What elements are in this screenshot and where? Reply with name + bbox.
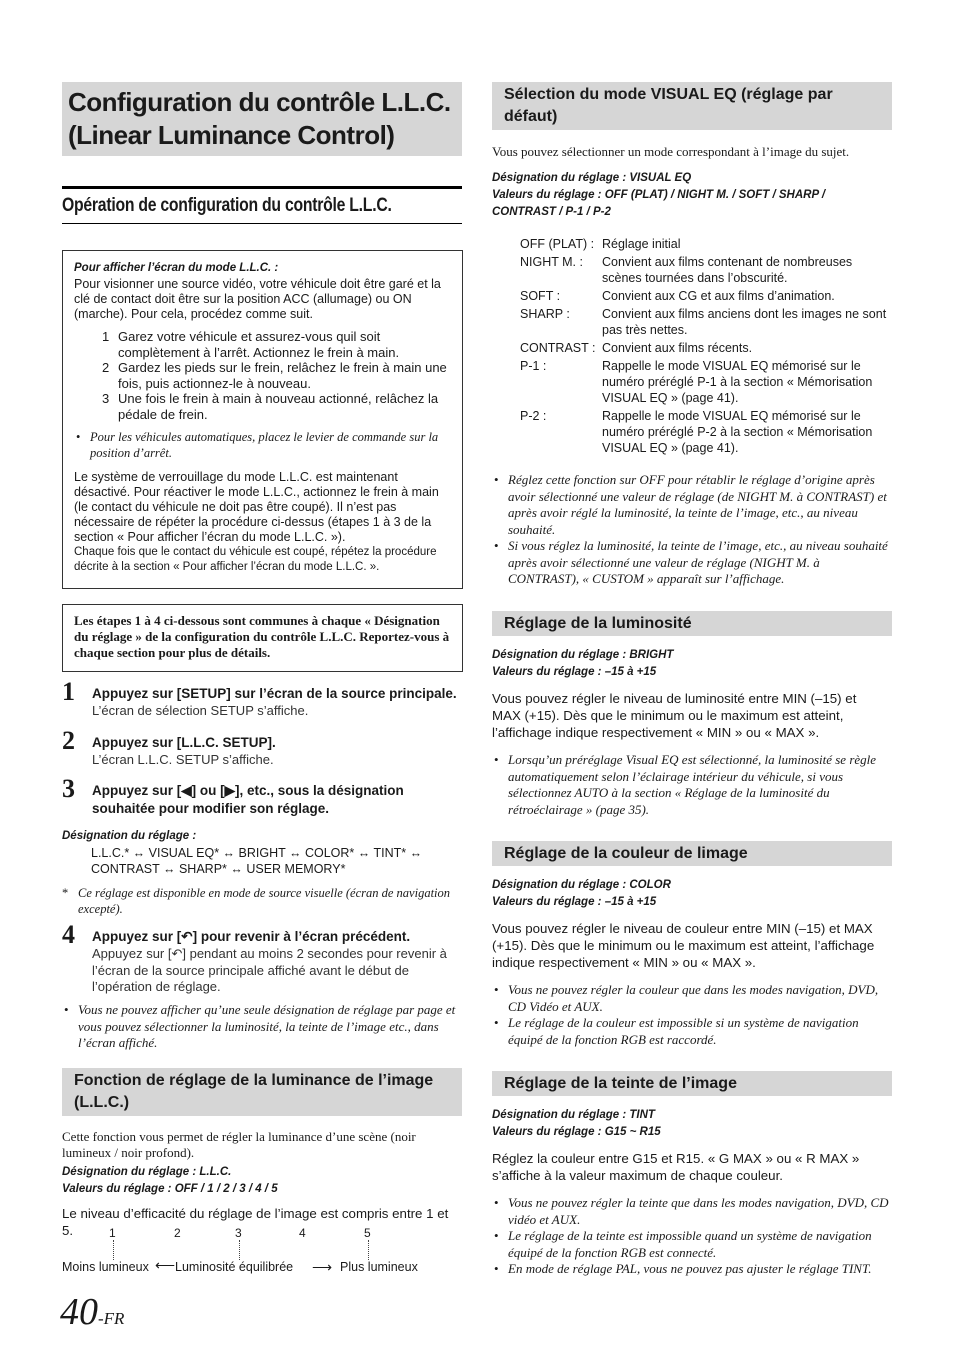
box-para-small: Chaque fois que le contact du véhicule est coupé, répétez la procédure décrite à la section « Pour afficher l’écran du mode L.L.C. ». — [74, 546, 437, 573]
list-item: • Vous ne pouvez régler la teinte que dans les modes navigation, DVD, CD vidéo et AUX. — [492, 1195, 890, 1228]
list-item: • Réglez cette fonction sur OFF pour rétablir le réglage d’origine après avoir sélectionné une valeur de réglage (de NIGHT M. à CONTRAST) et après avoir réglé la luminosité, la teinte de l’image, etc., au niveau souhaité. — [492, 472, 890, 538]
scale-label: 5 — [364, 1226, 371, 1240]
footnote: * Ce réglage est disponible en mode de source visuelle (écran de navigation excepté). — [62, 886, 451, 916]
notes — [492, 1195, 890, 1278]
section-body: Le niveau d’efficacité du réglage de l’image est compris entre 1 et 5. — [62, 1206, 449, 1238]
table-row: P-1 : Rappelle le mode VISUAL EQ mémorisé sur le numéro préréglé P-1 à la section « Mémorisation VISUAL EQ » (page 41). — [520, 359, 873, 405]
scale-left-label: Moins lumineux — [62, 1260, 149, 1274]
scale-label: 1 — [109, 1226, 116, 1240]
step-4: Appuyez sur [↶] pour revenir à l’écran précédent. Appuyez sur [↶] pendant au moins 2 secondes pour revenir à l’écran de la source principale affiché avant le début de l’opération de réglage. — [92, 929, 447, 994]
scale-label: 2 — [174, 1226, 181, 1240]
table-row: SOFT : Convient aux CG et aux films d’animation. — [520, 289, 835, 303]
section-body: Réglez la couleur entre G15 et R15. « G MAX » ou « R MAX » s’affiche à la valeur maximum de chaque couleur. — [492, 1151, 860, 1183]
procedure-list — [74, 329, 451, 422]
notes — [492, 472, 890, 588]
note: • Vous ne pouvez afficher qu’une seule désignation de réglage par page et vous pouvez sélectionner la luminosité, la teinte de l’image etc., dans l’écran affiché. — [62, 1002, 462, 1052]
scale-tick — [239, 1240, 240, 1260]
list-item: 1 Garez votre véhicule et assurez-vous quil soit complètement à l’arrêt. Actionnez le frein à main. — [102, 329, 400, 360]
section-body: Vous pouvez régler le niveau de luminosité entre MIN (–15) et MAX (+15). Dès que le minimum ou le maximum est atteint, l’affichage indique respectivement « MIN » ou « MAX ». — [492, 691, 857, 740]
table-row: CONTRAST : Convient aux films récents. — [520, 341, 753, 355]
step-number: 2 — [62, 726, 75, 755]
list-item: • Si vous réglez la luminosité, la teinte de l’image, etc., au niveau souhaité après avoir sélectionné une valeur de réglage (NIGHT M. à CONTRAST), « CUSTOM » apparaît sur l’affichage. — [492, 538, 890, 588]
setting-designation: Désignation du réglage : L.L.C. Valeurs du réglage : OFF / 1 / 2 / 3 / 4 / 5 — [62, 1166, 278, 1195]
section-heading: Fonction de réglage de la luminance de l’image (L.L.C.) — [62, 1068, 462, 1116]
common-steps-box: Les étapes 1 à 4 ci-dessous sont communes à chaque « Désignation du réglage » de la configuration du contrôle L.L.C. Reportez-vous à chaque section pour plus de détails. — [62, 604, 463, 672]
step-number: 1 — [62, 677, 75, 706]
scale-mid-label: Luminosité équilibrée — [175, 1260, 294, 1274]
section-title: Opération de configuration du contrôle L.L.C. — [62, 186, 462, 224]
table-row: SHARP : Convient aux films anciens dont les images ne sont pas très nettes. — [520, 307, 887, 337]
list-item: • Le réglage de la couleur est impossible si un système de navigation équipé de la fonction RGB est raccordé. — [492, 1015, 888, 1048]
table-row: OFF (PLAT) : Réglage initial — [520, 237, 681, 251]
step-number: 3 — [62, 774, 75, 803]
setting-designation: Désignation du réglage : COLOR Valeurs du réglage : –15 à +15 — [492, 879, 671, 908]
section-heading: Réglage de la couleur de limage — [492, 841, 892, 866]
scale-label: 3 — [235, 1226, 242, 1240]
llc-mode-info-box — [62, 250, 463, 589]
box-para: Le système de verrouillage du mode L.L.C. est maintenant désactivé. Pour réactiver le mode L.L.C., actionnez le frein à main (le contact du véhicule ne doit pas être coupé). Il n’est pas nécessaire de répéter la procédure ci-dessus (étapes 1 à 3 de la section « Pour afficher l’écran du mode L.L.C. »). — [74, 470, 439, 544]
list-item: 2 Gardez les pieds sur le frein, relâchez le frein à main une fois, puis actionnez-le à nouveau. — [102, 360, 447, 391]
table-row: P-2 : Rappelle le mode VISUAL EQ mémorisé sur le numéro préréglé P-2 à la section « Mémorisation VISUAL EQ » (page 41). — [520, 409, 873, 455]
list-item: • Lorsqu’un préréglage Visual EQ est sélectionné, la luminosité se règle automatiquement selon l’éclairage intérieur du véhicule, si vous sélectionnez AUTO à la section « Réglage de la luminosité du rétroéclairage » (page 35). — [492, 752, 888, 818]
scale-tick — [368, 1240, 369, 1260]
list-item: • Vous ne pouvez régler la couleur que dans les modes navigation, DVD, CD Vidéo et AUX. — [492, 982, 888, 1015]
page-title: Configuration du contrôle L.L.C. (Linear Luminance Control) — [62, 82, 462, 156]
section-intro: Vous pouvez sélectionner un mode correspondant à l’image du sujet. — [492, 144, 850, 159]
section-heading: Sélection du mode VISUAL EQ (réglage par défaut) — [492, 82, 892, 130]
setting-designation: Désignation du réglage : BRIGHT Valeurs du réglage : –15 à +15 — [492, 649, 674, 678]
list-item: • Le réglage de la teinte est impossible quand un système de navigation équipé de la fonction RGB est connecté. — [492, 1228, 890, 1261]
values-table — [520, 236, 892, 456]
setting-designation: Désignation du réglage : TINT Valeurs du réglage : G15 ~ R15 — [492, 1109, 661, 1138]
step-number: 4 — [62, 920, 75, 949]
list-item: • En mode de réglage PAL, vous ne pouvez pas ajuster le réglage TINT. — [492, 1261, 890, 1278]
list-item: 3 Une fois le frein à main à nouveau actionné, relâchez la pédale de frein. — [102, 391, 439, 422]
notes — [492, 982, 888, 1048]
arrow-left-icon: ⟵ — [155, 1257, 176, 1273]
section-intro: Cette fonction vous permet de régler la luminance d’une scène (noir lumineux / noir profond). — [62, 1129, 416, 1160]
notes — [492, 752, 888, 818]
section-heading: Réglage de la luminosité — [492, 611, 892, 636]
scale-right-label: Plus lumineux — [340, 1260, 418, 1274]
scale-label: 4 — [299, 1226, 306, 1240]
section-heading: Réglage de la teinte de l’image — [492, 1071, 892, 1096]
box-note: • Pour les véhicules automatiques, placez le levier de commande sur la position d’arrêt. — [74, 430, 451, 461]
page-number: 40-FR — [60, 1291, 125, 1333]
section-body: Vous pouvez régler le niveau de couleur entre MIN (–15) et MAX (+15). Dès que le minimum ou le maximum est atteint, l’affichage indique respectivement « MIN » ou « MAX ». — [492, 921, 875, 970]
designation-block: Désignation du réglage : L.L.C.* ↔ VISUAL EQ* ↔ BRIGHT ↔ COLOR* ↔ TINT* ↔ CONTRAST ↔ SHARP* ↔ USER MEMORY* — [62, 830, 423, 876]
box-intro: Pour visionner une source vidéo, votre véhicule doit être garé et la clé de contact doit être sur la position ACC (allumage) ou ON (marche). Pour cela, procédez comme suit. — [74, 277, 441, 321]
step-3: Appuyez sur [◀] ou [▶], etc., sous la désignation souhaitée pour modifier son réglage. — [92, 783, 404, 816]
table-row: NIGHT M. : Convient aux films contenant de nombreuses scènes tournées dans l’obscurité. — [520, 255, 853, 285]
step-2: Appuyez sur [L.L.C. SETUP]. L’écran L.L.C. SETUP s’affiche. — [92, 735, 276, 767]
box-heading: Pour afficher l’écran du mode L.L.C. : — [74, 262, 279, 274]
step-1: Appuyez sur [SETUP] sur l’écran de la source principale. L’écran de sélection SETUP s’affiche. — [92, 686, 457, 718]
scale-tick — [113, 1240, 114, 1260]
setting-designation: Désignation du réglage : VISUAL EQ Valeurs du réglage : OFF (PLAT) / NIGHT M. / SOFT / SHARP / CONTRAST / P-1 / P-2 — [492, 172, 826, 218]
arrow-right-icon: ⟶ — [312, 1259, 333, 1275]
